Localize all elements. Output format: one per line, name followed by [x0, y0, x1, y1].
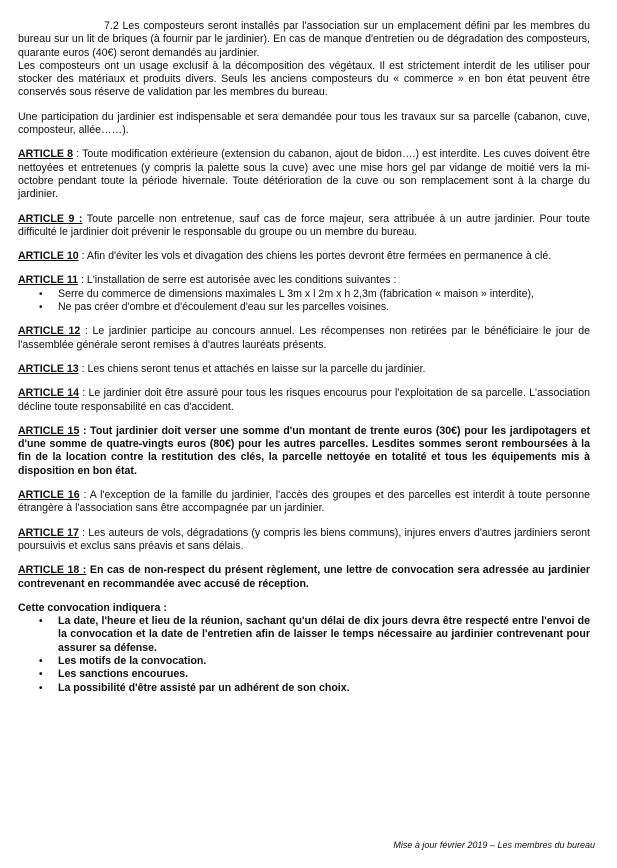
- article-13: [18, 363, 590, 376]
- list-item-text: Les motifs de la convocation.: [58, 654, 207, 667]
- bullet-icon: •: [39, 682, 43, 694]
- article-8-text: : Toute modification extérieure (extension du cabanon, ajout de bidon….) est interdite. Les cuves doivent être nettoyées et entretenues (y compris la palette sous la cuve) avec une mise hors gel par vidange de moitié vers la mi-octobre pendant toute la période hivernale. Toute détérioration de la cuve ou son remplacement sont à la charge du jardinier.: [18, 148, 590, 201]
- article-12-text: : Le jardinier participe au concours annuel. Les récompenses non retirées par le bénéficiaire le jour de l'assemblée générale seront remises à d'autres lauréats présents.: [18, 325, 590, 351]
- article-12-label: ARTICLE 12: [18, 325, 81, 338]
- article-11: [18, 274, 590, 287]
- document-page: [18, 20, 590, 695]
- compost-usage-paragraph: Les composteurs ont un usage exclusif à la décomposition des végétaux. Il est strictement interdit de les utiliser pour stocker des matériaux et produits divers. Seuls les anciens composteurs du « commerce » en bon état peuvent être conservés sous réserve de validation par les membres du bureau.: [18, 59, 590, 99]
- article-17-label: ARTICLE 17: [18, 526, 79, 539]
- article-10: [18, 250, 590, 263]
- article-12: [18, 325, 590, 352]
- article-15-label: ARTICLE 15: [18, 424, 80, 437]
- article-9-text: Toute parcelle non entretenue, sauf cas de force majeur, sera attribuée à un autre jardinier. Pour toute difficulté le jardinier doit prévenir le responsable du groupe ou un membre du bureau.: [18, 212, 590, 238]
- article-18-label: ARTICLE 18 :: [18, 564, 87, 577]
- list-item-text: Ne pas créer d'ombre et d'écoulement d'eau sur les parcelles voisines.: [58, 301, 390, 314]
- article-15: [18, 425, 590, 478]
- participation-paragraph: Une participation du jardinier est indispensable et sera demandée pour tous les travaux sur sa parcelle (cabanon, cuve, composteur, allée……).: [18, 110, 590, 137]
- list-item-text: Serre du commerce de dimensions maximales L 3m x l 2m x h 2,3m (fabrication « maison » interdite),: [58, 287, 534, 300]
- page-footer: Mise à jour février 2019 – Les membres du bureau: [393, 840, 595, 850]
- article-16-label: ARTICLE 16: [18, 489, 80, 502]
- article-16: [18, 489, 590, 516]
- bullet-icon: •: [39, 302, 43, 314]
- convocation-list: [18, 615, 590, 695]
- article-8: [18, 148, 590, 201]
- article-9-label: ARTICLE 9 :: [18, 212, 83, 225]
- list-item: [39, 668, 590, 681]
- list-item-text: Les sanctions encourues.: [58, 668, 189, 681]
- article-13-text: : Les chiens seront tenus et attachés en laisse sur la parcelle du jardinier.: [78, 362, 426, 375]
- article-10-label: ARTICLE 10: [18, 250, 79, 263]
- article-13-label: ARTICLE 13: [18, 362, 79, 375]
- article-11-text: : L'installation de serre est autorisée avec les conditions suivantes :: [78, 274, 397, 287]
- list-item-text: La possibilité d'être assisté par un adhérent de son choix.: [58, 681, 350, 694]
- list-item-text: La date, l'heure et lieu de la réunion, sachant qu'un délai de dix jours devra être respecté entre l'envoi de la convocation et la date de l'entretien afin de laisser le temps nécessaire au jardinier contrevenant pour assurer sa défense.: [58, 615, 590, 654]
- article-11-list: [18, 288, 590, 315]
- article-14-text: : Le jardinier doit être assuré pour tous les risques encourus pour l'exploitation de sa parcelle. L'association décline toute responsabilité en cas d'accident.: [18, 387, 590, 413]
- article-18-text: En cas de non-respect du présent règlement, une lettre de convocation sera adressée au jardinier contrevenant en recommandée avec accusé de réception.: [18, 564, 590, 590]
- article-18: [18, 564, 590, 591]
- article-17: [18, 527, 590, 554]
- bullet-icon: •: [39, 655, 43, 667]
- article-14-label: ARTICLE 14: [18, 387, 79, 400]
- article-14: [18, 387, 590, 414]
- list-item: [39, 654, 590, 668]
- article-15-text: : Tout jardinier doit verser une somme d'un montant de trente euros (30€) pour les jardipotagers et d'une somme de quatre-vingts euros (80€) pour les autres parcelles. Lesdites sommes seront remboursées à la fin de la location contre la restitution des clés, la parcelle nettoyée en totalité et tous les équipements mis à disposition en bon état.: [18, 424, 590, 477]
- bullet-icon: •: [39, 616, 43, 628]
- article-9: [18, 213, 590, 240]
- list-item: [39, 681, 590, 695]
- bullet-icon: •: [39, 288, 43, 300]
- article-17-text: : Les auteurs de vols, dégradations (y compris les biens communs), injures envers d'autres jardiniers seront poursuivis et exclus sans préavis et sans délais.: [18, 526, 590, 552]
- article-16-text: : A l'exception de la famille du jardinier, l'accès des groupes et des parcelles est interdit à toute personne étrangère à l'association sans être accompagnée par un jardinier.: [18, 489, 590, 515]
- article-10-text: : Afin d'éviter les vols et divagation des chiens les portes devront être fermées en permanence à clé.: [78, 250, 552, 263]
- article-8-label: ARTICLE 8: [18, 148, 73, 161]
- bullet-icon: •: [39, 669, 43, 681]
- list-item: [39, 301, 590, 314]
- compost-paragraph: 7.2 Les composteurs seront installés par l'association sur un emplacement défini par les membres du bureau sur un lit de briques (à fournir par le jardinier). En cas de manque d'entretien ou de dégradation des composteurs, quarante euros (40€) seront demandés au jardinier.: [18, 20, 590, 59]
- article-11-label: ARTICLE 11: [18, 274, 79, 287]
- convocation-heading: Cette convocation indiquera :: [18, 601, 167, 614]
- list-item: [39, 615, 590, 655]
- list-item: [39, 287, 590, 301]
